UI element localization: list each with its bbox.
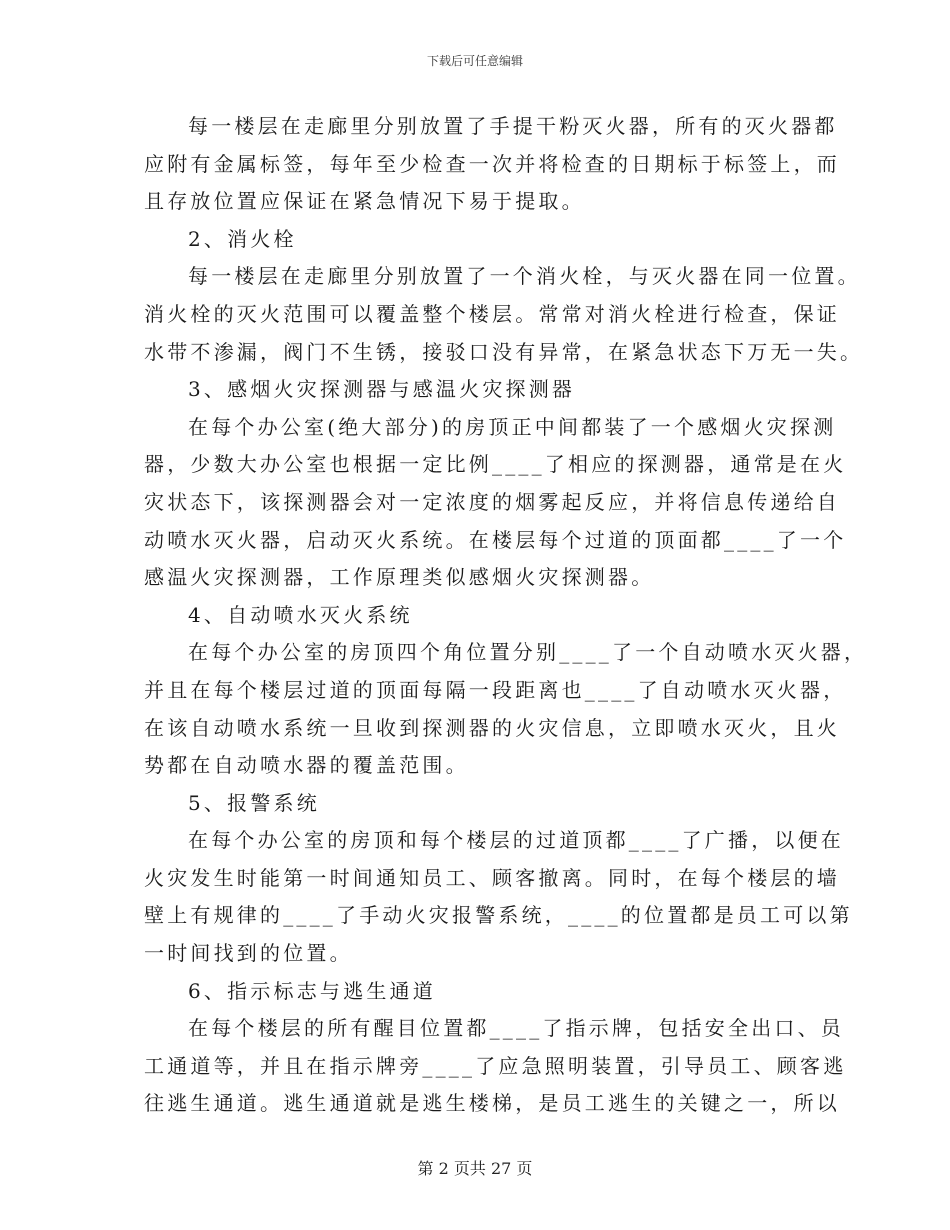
section-heading: 4、自动喷水灭火系统	[188, 602, 413, 627]
header-note: 下载后可任意编辑	[426, 54, 523, 68]
body-line: 动喷水灭火器，启动灭火系统。在楼层每个过道的顶面都____了一个	[144, 527, 847, 552]
body-line: 在每个办公室的房顶四个角位置分别____了一个自动喷水灭火器，	[188, 640, 868, 665]
section-heading: 2、消火栓	[188, 226, 297, 251]
body-line: 工通道等，并且在指示牌旁____了应急照明装置，引导员工、顾客逃	[144, 1053, 847, 1078]
document-body	[144, 108, 868, 1123]
body-line: 一时间找到的位置。	[144, 941, 353, 966]
body-line: 并且在每个楼层过道的顶面每隔一段距离也____了自动喷水灭火器，	[144, 677, 847, 702]
section-heading: 6、指示标志与逃生通道	[188, 978, 436, 1003]
body-line: 水带不渗漏，阀门不生锈，接驳口没有异常，在紧急状态下万无一失。	[144, 339, 864, 364]
body-line: 往逃生通道。逃生通道就是逃生楼梯，是员工逃生的关键之一，所以	[144, 1091, 840, 1116]
body-line: 壁上有规律的____了手动火灾报警系统，____的位置都是员工可以第	[144, 903, 853, 928]
body-line: 且存放位置应保证在紧急情况下易于提取。	[144, 189, 585, 214]
section-heading: 3、感烟火灾探测器与感温火灾探测器	[188, 377, 576, 402]
body-line: 灾状态下，该探测器会对一定浓度的烟雾起反应，并将信息传递给自	[144, 489, 840, 514]
body-line: 应附有金属标签，每年至少检查一次并将检查的日期标于标签上，而	[144, 151, 840, 176]
body-line: 在每个办公室(绝大部分)的房顶正中间都装了一个感烟火灾探测	[188, 414, 837, 439]
page-footer: 第 2 页共 27 页	[417, 1159, 533, 1178]
body-line: 消火栓的灭火范围可以覆盖整个楼层。常常对消火栓进行检查，保证	[144, 301, 840, 326]
body-line: 在该自动喷水系统一旦收到探测器的火灾信息，立即喷水灭火，且火	[144, 715, 840, 740]
body-line: 每一楼层在走廊里分别放置了一个消火栓，与灭火器在同一位置。	[188, 264, 861, 289]
body-line: 势都在自动喷水器的覆盖范围。	[144, 753, 469, 778]
body-line: 在每个办公室的房顶和每个楼层的过道顶都____了广播，以便在	[188, 828, 844, 853]
body-line: 在每个楼层的所有醒目位置都____了指示牌，包括安全出口、员	[188, 1016, 844, 1041]
body-line: 每一楼层在走廊里分别放置了手提干粉灭火器，所有的灭火器都	[188, 114, 838, 138]
body-line: 火灾发生时能第一时间通知员工、顾客撤离。同时，在每个楼层的墙	[144, 865, 840, 890]
body-line: 感温火灾探测器，工作原理类似感烟火灾探测器。	[144, 565, 655, 590]
body-line: 器，少数大办公室也根据一定比例____了相应的探测器，通常是在火	[144, 452, 847, 477]
section-heading: 5、报警系统	[188, 790, 320, 815]
